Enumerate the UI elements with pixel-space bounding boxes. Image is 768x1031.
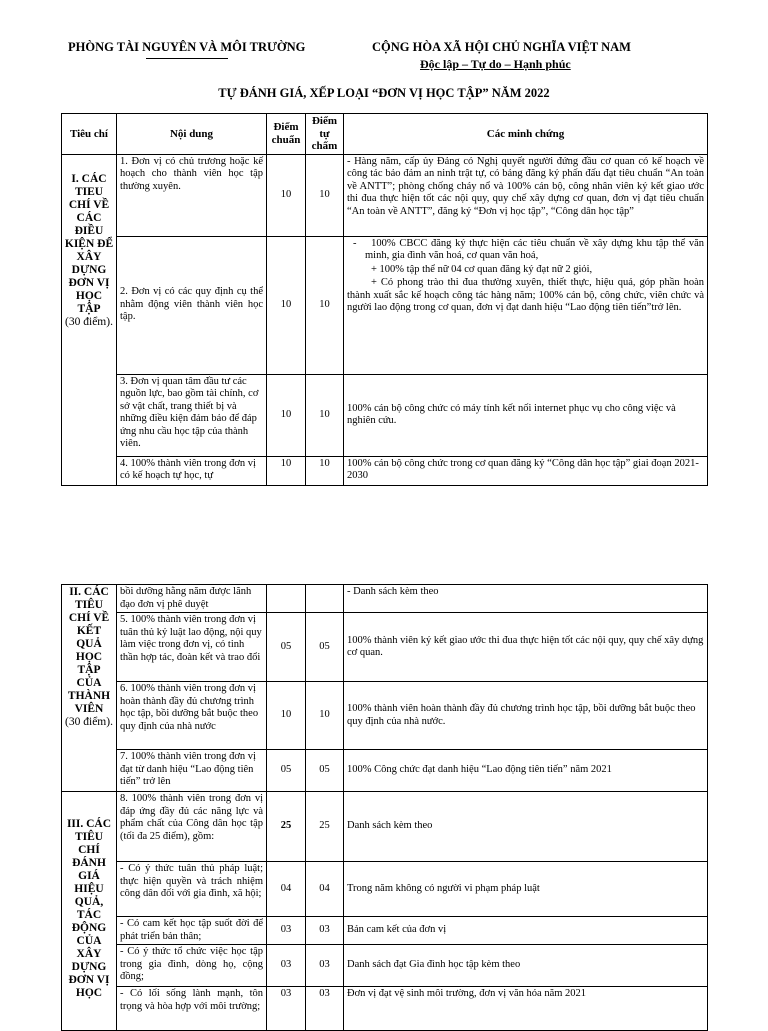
row-standard: 10 <box>267 456 306 485</box>
document-title: TỰ ĐÁNH GIÁ, XẾP LOẠI “ĐƠN VỊ HỌC TẬP” NĂM 2022 <box>218 86 550 100</box>
row-content: 4. 100% thành viên trong đơn vị có kế hoạch tự học, tự <box>117 456 267 485</box>
col-evidence: Các minh chứng <box>344 114 708 155</box>
row-self: 10 <box>306 236 344 374</box>
row-content: 2. Đơn vị có các quy định cụ thể nhằm động viên thành viên học tập. <box>117 236 267 374</box>
col-content: Nội dung <box>117 114 267 155</box>
table-row <box>62 456 708 485</box>
agency-underline <box>146 58 228 59</box>
row-standard: 05 <box>267 750 306 792</box>
row-standard: 03 <box>267 987 306 1031</box>
criteria-group-2-points: (30 điểm). <box>65 716 113 728</box>
evidence-line: + Có phong trào thi đua thường xuyên, thiết thực, hiệu quả, góp phần hoàn thành xuất sắc kế hoạch công tác hàng năm; 100% cán bộ, công chức, viên chức và người lao động trong cơ quan, đơn vị đạt danh hiệu “Lao động tiên tiến”trở lên. <box>347 277 704 313</box>
row-evidence: 100% cán bộ công chức trong cơ quan đăng ký “Công dân học tập” giai đoạn 2021-2030 <box>344 456 708 485</box>
row-self: 10 <box>306 154 344 236</box>
row-self: 03 <box>306 987 344 1031</box>
table-header-row <box>62 114 708 155</box>
row-evidence: Trong năm không có người vi phạm pháp luật <box>344 862 708 917</box>
col-standard: Điểm chuẩn <box>267 114 306 155</box>
row-content: - Có ý thức tuân thủ pháp luật; thực hiện quyền và trách nhiệm công dân đối với gia đình, xã hội; <box>117 862 267 917</box>
row-standard: 10 <box>267 374 306 456</box>
evaluation-table-part2 <box>61 584 708 1031</box>
row-content: 5. 100% thành viên trong đơn vị tuân thủ kỷ luật lao động, nội quy làm việc trong đơn vị, có tinh thần hợp tác, đoàn kết và trao đổi <box>117 613 267 682</box>
agency-name-text: PHÒNG TÀI NGUYÊN VÀ MÔI TRƯỜNG <box>68 40 306 54</box>
row-standard: 10 <box>267 154 306 236</box>
table-row <box>62 613 708 682</box>
row-evidence: Đơn vị đạt vệ sinh môi trường, đơn vị văn hóa năm 2021 <box>344 987 708 1031</box>
row-evidence: - Danh sách kèm theo <box>344 585 708 613</box>
row-self: 10 <box>306 374 344 456</box>
national-title: CỘNG HÒA XÃ HỘI CHỦ NGHĨA VIỆT NAM <box>372 40 631 54</box>
row-content: 7. 100% thành viên trong đơn vị đạt từ danh hiệu “Lao động tiên tiến” trở lên <box>117 750 267 792</box>
row-evidence: Bản cam kết của đơn vị <box>344 917 708 945</box>
row-content: 3. Đơn vị quan tâm đầu tư các nguồn lực, bao gồm tài chính, cơ sở vật chất, trang thiết bị và những điều kiện đảm bảo để đáp ứng nhu cầu học tập của thành viên. <box>117 374 267 456</box>
row-evidence: Danh sách đạt Gia đình học tập kèm theo <box>344 945 708 987</box>
row-standard: 03 <box>267 945 306 987</box>
row-evidence: 100% Công chức đạt danh hiệu “Lao động tiên tiến” năm 2021 <box>344 750 708 792</box>
row-self: 05 <box>306 750 344 792</box>
table-row <box>62 236 708 374</box>
table-row <box>62 585 708 613</box>
row-standard: 03 <box>267 917 306 945</box>
agency-name <box>68 40 305 55</box>
criteria-group-3 <box>62 792 117 1031</box>
table-row <box>62 792 708 862</box>
row-content: 6. 100% thành viên trong đơn vị hoàn thành đầy đủ chương trình học tập, bồi dưỡng bắt buộc theo quy định của nhà nước <box>117 682 267 750</box>
row-content: - Có cam kết học tập suốt đời để phát triển bản thân; <box>117 917 267 945</box>
row-standard: 04 <box>267 862 306 917</box>
col-self: Điểm tự chấm <box>306 114 344 155</box>
row-content: 8. 100% thành viên trong đơn vị đáp ứng đầy đủ các năng lực và phẩm chất của Công dân học tập (tối đa 25 điểm), gồm: <box>117 792 267 862</box>
row-evidence: 100% thành viên ký kết giao ước thi đua thực hiện tốt các nội quy, quy chế xây dựng cơ quan. <box>344 613 708 682</box>
row-standard: 10 <box>267 682 306 750</box>
criteria-group-1-points: (30 điểm). <box>65 315 113 328</box>
row-self: 03 <box>306 917 344 945</box>
row-self: 05 <box>306 613 344 682</box>
evaluation-table-part1 <box>61 113 708 486</box>
row-content: 1. Đơn vị có chủ trương hoặc kế hoạch cho thành viên học tập thường xuyên. <box>117 154 267 236</box>
evidence-line-text: 100% CBCC đăng ký thực hiện các tiêu chuẩn về xây dựng khu tập thể văn minh, gia đình văn hoá, cơ quan văn hoá, <box>365 237 704 261</box>
row-standard: 05 <box>267 613 306 682</box>
row-standard: 10 <box>267 236 306 374</box>
criteria-group-1-label: I. CÁC TIEU CHÍ VỀ CÁC ĐIỀU KIỆN ĐỂ XÂY DỰNG ĐƠN VỊ HỌC TẬP <box>64 172 114 315</box>
row-self <box>306 585 344 613</box>
row-self: 04 <box>306 862 344 917</box>
row-self: 03 <box>306 945 344 987</box>
evidence-line: - 100% CBCC đăng ký thực hiện các tiêu chuẩn về xây dựng khu tập thể văn minh, gia đình văn hoá, cơ quan văn hoá, <box>353 237 704 261</box>
table-row <box>62 862 708 917</box>
table-row <box>62 945 708 987</box>
row-standard: 25 <box>267 792 306 862</box>
table-row <box>62 682 708 750</box>
row-evidence <box>344 236 708 374</box>
table-row <box>62 917 708 945</box>
row-evidence: Danh sách kèm theo <box>344 792 708 862</box>
row-evidence: 100% cán bộ công chức có máy tính kết nối internet phục vụ cho công việc và nghiên cứu. <box>344 374 708 456</box>
row-self: 10 <box>306 682 344 750</box>
national-motto: Độc lập – Tự do – Hạnh phúc <box>420 57 571 71</box>
table-row <box>62 154 708 236</box>
table-row <box>62 750 708 792</box>
row-content: - Có ý thức tổ chức việc học tập trong gia đình, dòng họ, cộng đồng; <box>117 945 267 987</box>
row-content: - Có lối sống lành mạnh, tôn trọng và hòa hợp với môi trường; <box>117 987 267 1031</box>
criteria-group-2-label: II. CÁC TIÊU CHÍ VỀ KẾT QUẢ HỌC TẬP CỦA THÀNH VIÊN <box>67 586 111 715</box>
table-row <box>62 374 708 456</box>
row-standard <box>267 585 306 613</box>
criteria-group-2 <box>62 585 117 792</box>
evidence-line: + 100% tập thể nữ 04 cơ quan đăng ký đạt nữ 2 giỏi, <box>371 263 593 275</box>
col-criteria: Tiêu chí <box>62 114 117 155</box>
row-evidence: 100% thành viên hoàn thành đầy đủ chương trình học tập, bồi dưỡng bắt buộc theo quy định của nhà nước. <box>344 682 708 750</box>
criteria-group-3-label: III. CÁC TIÊU CHÍ ĐÁNH GIÁ HIỆU QUẢ, TÁC ĐỘNG CỦA XÂY DỰNG ĐƠN VỊ HỌC <box>66 818 112 999</box>
criteria-group-1 <box>62 154 117 485</box>
row-self: 10 <box>306 456 344 485</box>
row-self: 25 <box>306 792 344 862</box>
row-evidence: - Hàng năm, cấp ủy Đảng có Nghị quyết người đứng đầu cơ quan có kế hoạch về công tác bảo đảm an ninh trật tự, có bảng đăng ký phấn đấu đạt tiêu chuẩn “An toàn về ANTT”; phòng chống cháy nổ và 100% cán bộ, công nhân viên ký kết giao ước thi đua thực hiện tốt các nội quy, quy chế xây dựng cơ quan, đơn vị đạt tiêu chuẩn “An toàn về ANTT”, đăng ký “Đơn vị học tập”, “Công dân học tập” <box>344 154 708 236</box>
row-content: bồi dưỡng hằng năm được lãnh đạo đơn vị phê duyệt <box>117 585 267 613</box>
